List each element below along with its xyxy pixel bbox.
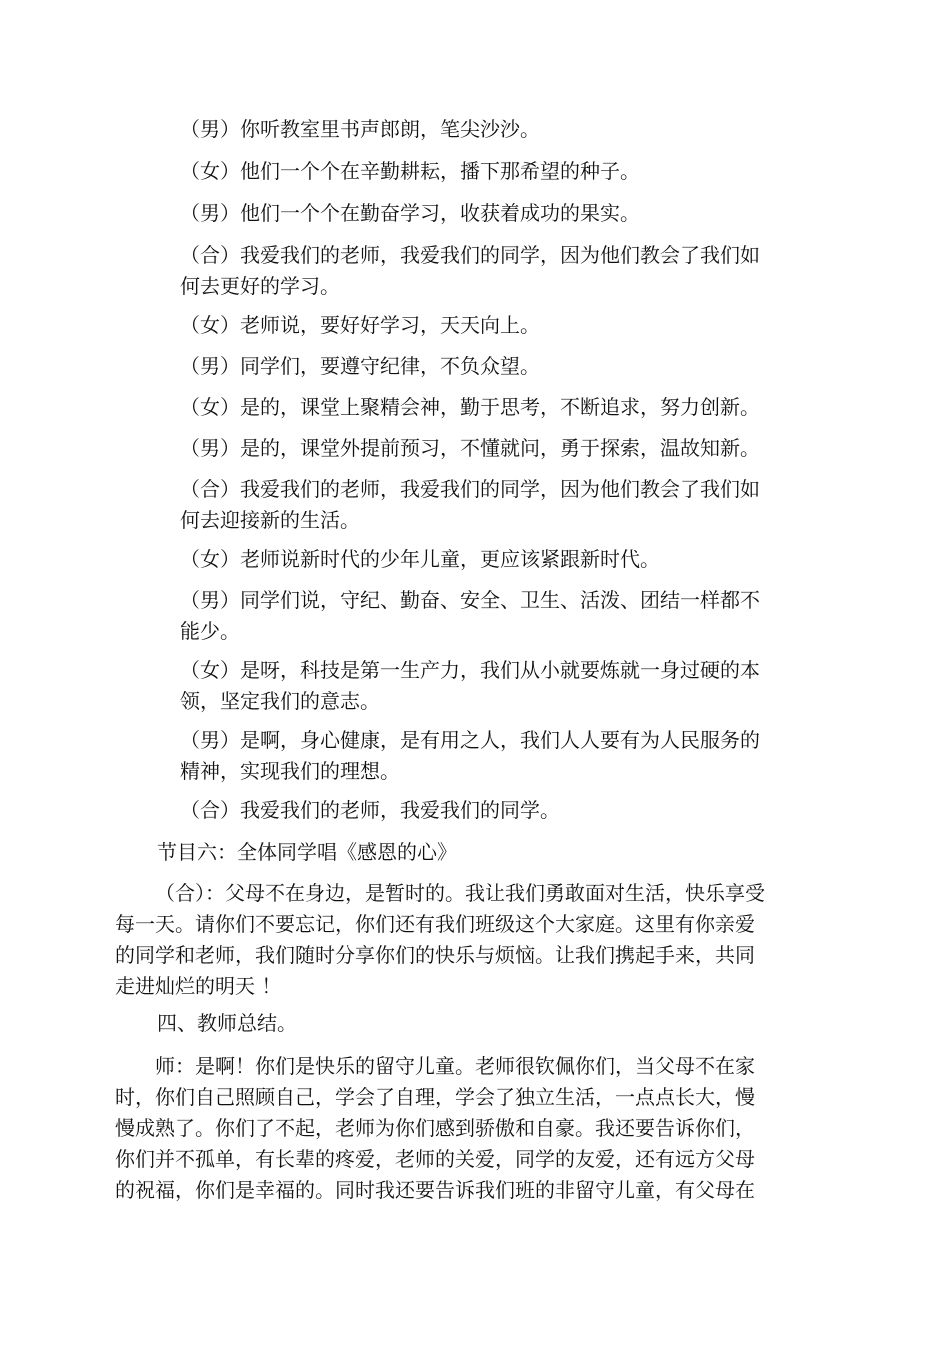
dialogue-line: （男）同学们说，守纪、勤奋、安全、卫生、活泼、团结一样都不 能少。 <box>180 588 760 643</box>
paragraph-line: 的祝福，你们是幸福的。同时我还要告诉我们班的非留守儿童，有父母在 <box>115 1178 755 1202</box>
paragraph-line: 师：是啊！你们是快乐的留守儿童。老师很钦佩你们，当父母不在家 <box>155 1054 755 1078</box>
dialogue-line: （男）是啊，身心健康，是有用之人，我们人人要有为人民服务的 精神，实现我们的理想。 <box>180 728 760 783</box>
dialogue-line: （男）你听教室里书声郎朗，笔尖沙沙。 <box>180 117 540 141</box>
dialogue-line: （女）老师说新时代的少年儿童，更应该紧跟新时代。 <box>180 547 660 571</box>
program-six-heading: 节目六：全体同学唱《感恩的心》 <box>157 840 457 864</box>
dialogue-line: （女）他们一个个在辛勤耕耘，播下那希望的种子。 <box>180 159 640 183</box>
dialogue-line: （合）我爱我们的老师，我爱我们的同学，因为他们教会了我们如 何去更好的学习。 <box>180 243 760 298</box>
paragraph-line: 慢成熟了。你们了不起，老师为你们感到骄傲和自豪。我还要告诉你们， <box>115 1116 755 1140</box>
paragraph-line: 每一天。请你们不要忘记，你们还有我们班级这个大家庭。这里有你亲爱 <box>115 912 755 936</box>
closing-chorus-paragraph <box>115 878 765 1002</box>
dialogue-line: （男）他们一个个在勤奋学习，收获着成功的果实。 <box>180 201 640 225</box>
dialogue-line: （男）同学们，要遵守纪律，不负众望。 <box>180 354 540 378</box>
paragraph-line: 的同学和老师，我们随时分享你们的快乐与烦恼。让我们携起手来，共同 <box>115 943 755 967</box>
dialogue-line: （女）是的，课堂上聚精会神，勤于思考，不断追求，努力创新。 <box>180 395 760 419</box>
dialogue-line: （男）是的，课堂外提前预习，不懂就问，勇于探索，温故知新。 <box>180 436 760 460</box>
dialogue-line: （合）我爱我们的老师，我爱我们的同学。 <box>180 798 560 822</box>
paragraph-line: 走进灿烂的明天 ！ <box>115 974 282 998</box>
section-four-heading: 四、教师总结。 <box>157 1011 297 1035</box>
paragraph-line: 时，你们自己照顾自己，学会了自理，学会了独立生活，一点点长大，慢 <box>115 1085 755 1109</box>
paragraph-line: 你们并不孤单，有长辈的疼爱，老师的关爱，同学的友爱，还有远方父母 <box>115 1147 755 1171</box>
paragraph-line: （合）：父母不在身边，是暂时的。我让我们勇敢面对生活，快乐享受 <box>155 881 765 905</box>
dialogue-line: （女）是呀，科技是第一生产力，我们从小就要炼就一身过硬的本 领，坚定我们的意志。 <box>180 658 760 713</box>
dialogue-line: （女）老师说，要好好学习，天天向上。 <box>180 313 540 337</box>
dialogue-line: （合）我爱我们的老师，我爱我们的同学，因为他们教会了我们如 何去迎接新的生活。 <box>180 477 760 532</box>
teacher-summary-paragraph <box>115 1051 755 1206</box>
